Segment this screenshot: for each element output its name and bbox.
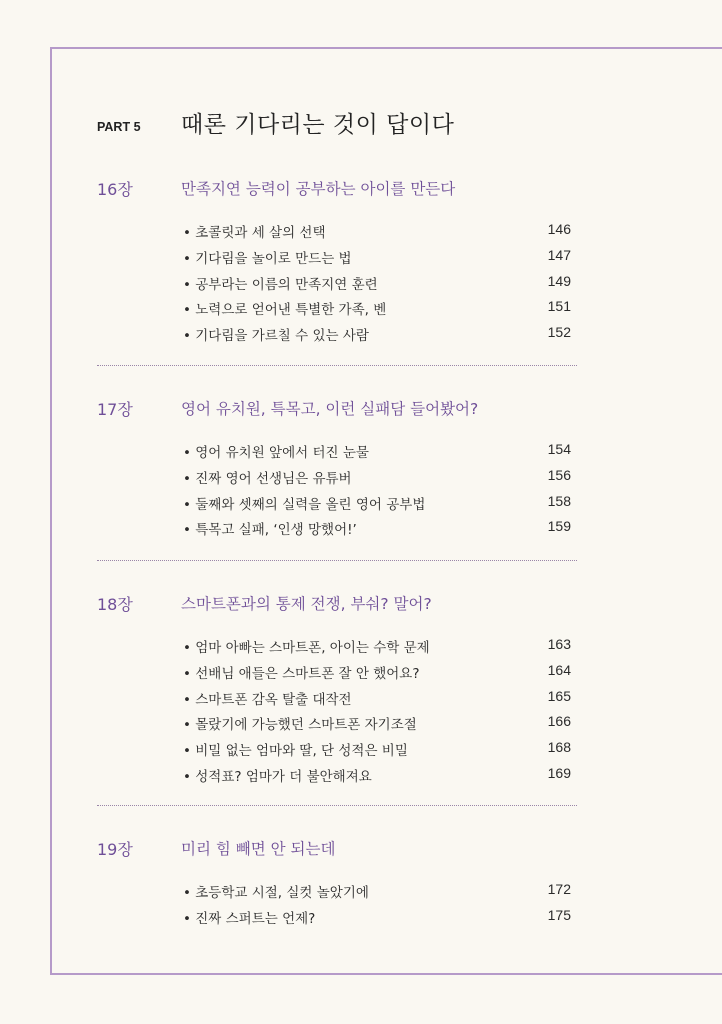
chapter-number: 16장 bbox=[97, 180, 133, 199]
entry-page: 151 bbox=[547, 298, 571, 315]
entry-page: 164 bbox=[547, 661, 571, 678]
entry-title: • 진짜 스퍼트는 언제? bbox=[183, 910, 316, 927]
entry-title: • 노력으로 얻어낸 특별한 가족, 벤 bbox=[183, 302, 387, 319]
toc-entry[interactable] bbox=[183, 298, 571, 324]
entry-title: • 공부라는 이름의 만족지연 훈련 bbox=[183, 276, 378, 293]
toc-entry[interactable] bbox=[183, 221, 571, 247]
toc-entry[interactable] bbox=[183, 493, 571, 519]
section-divider bbox=[97, 805, 577, 806]
chapter-title: 영어 유치원, 특목고, 이런 실패담 들어봤어? bbox=[181, 400, 479, 418]
toc-entry[interactable] bbox=[183, 324, 571, 350]
entry-page: 149 bbox=[547, 272, 571, 289]
entry-title: • 특목고 실패, ‘인생 망했어!’ bbox=[183, 522, 357, 539]
entry-page: 158 bbox=[547, 492, 571, 509]
entry-title: • 몰랐기에 가능했던 스마트폰 자기조절 bbox=[183, 717, 417, 734]
toc-entry[interactable] bbox=[183, 907, 571, 933]
entry-title: • 스마트폰 감옥 탈출 대작전 bbox=[183, 691, 352, 708]
toc-entry[interactable] bbox=[183, 636, 571, 662]
entry-list bbox=[183, 221, 571, 350]
section-divider bbox=[97, 365, 577, 366]
entry-title: • 기다림을 놀이로 만드는 법 bbox=[183, 250, 352, 267]
toc-entry[interactable] bbox=[183, 273, 571, 299]
toc-entry[interactable] bbox=[183, 765, 571, 791]
toc-entry[interactable] bbox=[183, 662, 571, 688]
entry-page: 165 bbox=[547, 687, 571, 704]
entry-page: 168 bbox=[547, 739, 571, 756]
entry-page: 154 bbox=[547, 441, 571, 457]
chapter-title: 미리 힘 빼면 안 되는데 bbox=[181, 840, 336, 858]
entry-list bbox=[183, 636, 571, 791]
entry-page: 147 bbox=[547, 246, 571, 263]
entry-title: • 선배님 애들은 스마트폰 잘 안 했어요? bbox=[183, 665, 420, 682]
part-label: PART 5 bbox=[97, 120, 141, 134]
chapter-title: 스마트폰과의 통제 전쟁, 부숴? 말어? bbox=[181, 595, 432, 613]
toc-entry[interactable] bbox=[183, 518, 571, 544]
entry-title: • 둘째와 셋째의 실력을 올린 영어 공부법 bbox=[183, 496, 426, 513]
toc-entry[interactable] bbox=[183, 467, 571, 493]
toc-entry[interactable] bbox=[183, 688, 571, 714]
toc-entry[interactable] bbox=[183, 247, 571, 273]
chapter-title: 만족지연 능력이 공부하는 아이를 만든다 bbox=[181, 180, 456, 198]
entry-page: 175 bbox=[547, 906, 571, 923]
entry-list bbox=[183, 441, 571, 544]
entry-page: 159 bbox=[547, 518, 571, 535]
part-title: 때론 기다리는 것이 답이다 bbox=[181, 112, 455, 138]
toc-entry[interactable] bbox=[183, 713, 571, 739]
entry-title: • 초콜릿과 세 살의 선택 bbox=[183, 225, 326, 241]
entry-page: 166 bbox=[547, 713, 571, 730]
entry-title: • 기다림을 가르칠 수 있는 사람 bbox=[183, 328, 369, 345]
toc-entry[interactable] bbox=[183, 739, 571, 765]
entry-title: • 초등학교 시절, 실컷 놀았기에 bbox=[183, 885, 369, 901]
entry-list bbox=[183, 881, 571, 933]
entry-page: 146 bbox=[547, 221, 571, 237]
entry-title: • 영어 유치원 앞에서 터진 눈물 bbox=[183, 445, 369, 461]
entry-page: 156 bbox=[547, 466, 571, 483]
entry-title: • 성적표? 엄마가 더 불안해져요 bbox=[183, 768, 372, 785]
section-divider bbox=[97, 560, 577, 561]
entry-title: • 진짜 영어 선생님은 유튜버 bbox=[183, 470, 352, 487]
entry-page: 152 bbox=[547, 324, 571, 341]
toc-entry[interactable] bbox=[183, 881, 571, 907]
toc-entry[interactable] bbox=[183, 441, 571, 467]
chapter-number: 18장 bbox=[97, 595, 133, 614]
entry-page: 172 bbox=[547, 881, 571, 897]
chapter-number: 17장 bbox=[97, 400, 133, 419]
chapter-number: 19장 bbox=[97, 840, 133, 859]
entry-page: 169 bbox=[547, 764, 571, 781]
entry-title: • 엄마 아빠는 스마트폰, 아이는 수학 문제 bbox=[183, 640, 430, 656]
entry-page: 163 bbox=[547, 636, 571, 652]
entry-title: • 비밀 없는 엄마와 딸, 단 성적은 비밀 bbox=[183, 743, 408, 760]
